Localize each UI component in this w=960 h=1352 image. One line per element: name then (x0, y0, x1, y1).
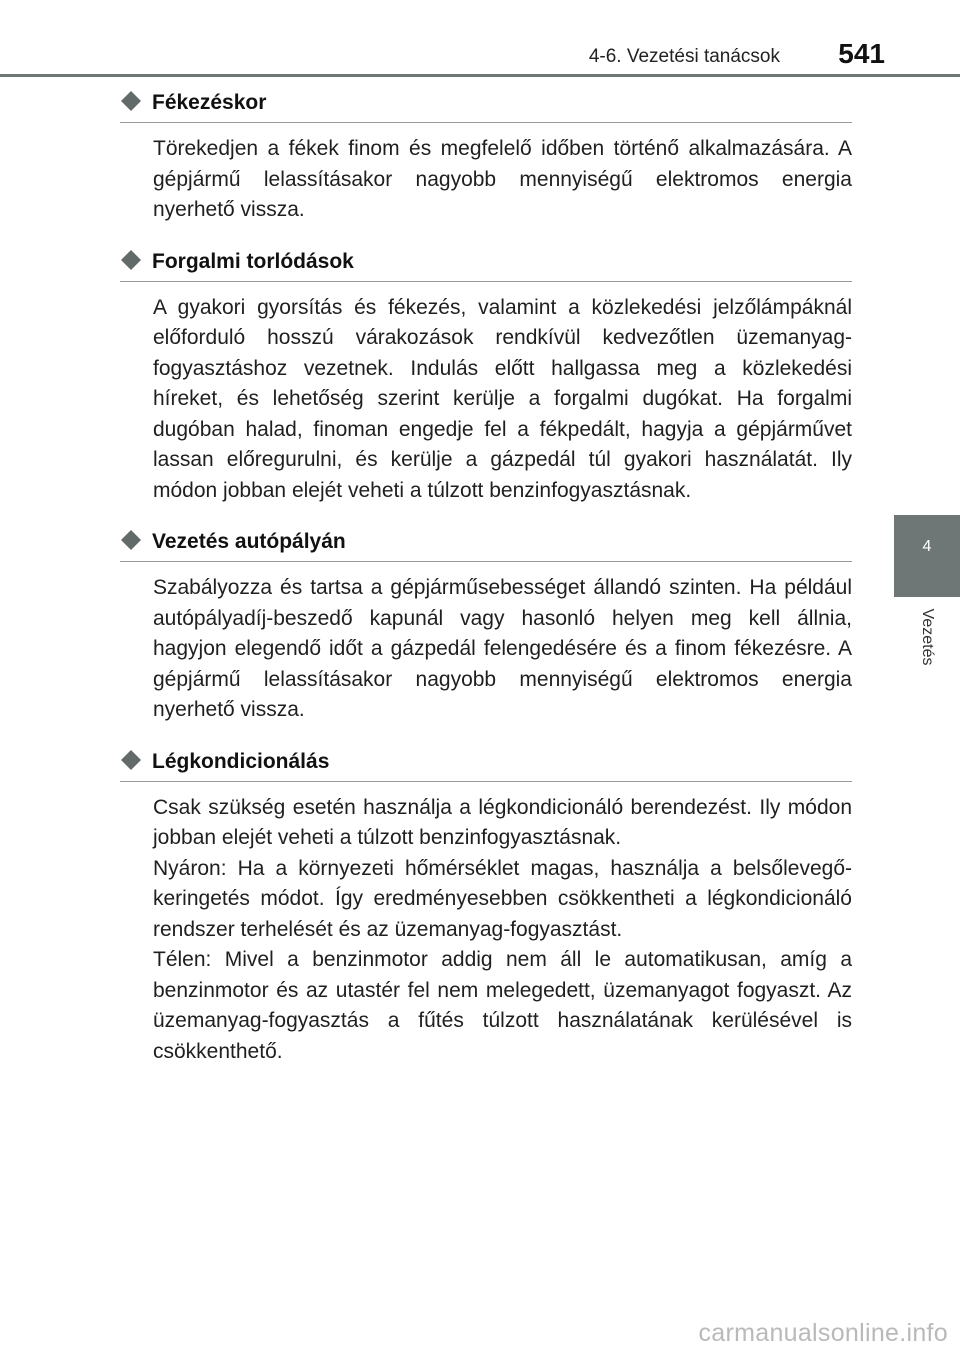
diamond-icon (120, 249, 142, 271)
section-heading-text: Légkondicionálás (152, 749, 330, 773)
watermark: carmanualsonline.info (698, 1319, 948, 1347)
chapter-label: Vezetés (919, 608, 936, 666)
section-paragraph: A gyakori gyorsítás és fékezés, valamint a közlekedési jelzőlámpáknál előforduló hosszú várakozások rendkívül kedvezőtlen üzemanyag-fogyasztáshoz vezetnek. Indulás előtt hallgassa meg a közlekedési híreket, és lehetőség szerint kerülje a forgalmi dugókat. Ha forgalmi dugóban halad, finoman engedje fel a fékpedált, hagyja a gépjárművet lassan előregurulni, és kerülje a gázpedál túl gyakori használatát. Ily módon jobban elejét veheti a túlzott benzinfogyasztásnak. (153, 295, 852, 502)
section-heading-text: Fékezéskor (152, 91, 267, 114)
header-section-title: 4-6. Vezetési tanácsok (588, 46, 780, 67)
section-paragraph: Nyáron: Ha a környezeti hőmérséklet magas, használja a belsőlevegő-keringetés módot. Így eredményesebben csökkentheti a légkondicionáló rendszer terhelését és az üzemanyag-fogyasztást. (153, 856, 852, 941)
diamond-icon (120, 529, 142, 551)
section-paragraph: Télen: Mivel a benzinmotor addig nem áll le automatikusan, amíg a benzinmotor és az utastér fel nem melegedett, üzemanyagot fogyaszt. Az üzemanyag-fogyasztás a fűtés túlzott használatának kerülésével is csökkenthető. (153, 948, 852, 1063)
section-heading (120, 88, 852, 123)
section-paragraph: Csak szükség esetén használja a légkondicionáló berendezést. Ily módon jobban elejét veheti a túlzott benzinfogyasztásnak. (153, 795, 852, 849)
page-number: 541 (838, 38, 885, 69)
chapter-label-wrap (894, 597, 960, 677)
header-rule (0, 74, 960, 77)
section-heading (120, 527, 852, 562)
section-vezetes-autopalyan (120, 527, 852, 726)
section-forgalmi-torlodasok (120, 247, 852, 507)
section-paragraph: Szabályozza és tartsa a gépjárműsebességet állandó szinten. Ha például autópályadíj-beszedő kapunál vagy hasonló helyen meg kell állnia, hagyjon elegendő időt a gázpedál felengedésére és a finom fékezésre. A gépjármű lelassításakor nagyobb mennyiségű elektromos energia nyerhető vissza. (153, 576, 852, 721)
chapter-number: 4 (922, 538, 932, 555)
section-heading-text: Forgalmi torlódások (152, 249, 354, 273)
chapter-tab (894, 515, 960, 597)
section-paragraph: Törekedjen a fékek finom és megfelelő időben történő alkalmazására. A gépjármű lelassításakor nagyobb mennyiségű elektromos energia nyerhető vissza. (153, 137, 852, 221)
main-content (120, 88, 852, 1088)
section-legkondicionalas (120, 747, 852, 1068)
section-heading (120, 747, 852, 782)
diamond-icon (120, 749, 142, 771)
section-heading-text: Vezetés autópályán (152, 530, 346, 553)
diamond-icon (120, 90, 142, 112)
section-heading (120, 247, 852, 282)
section-fekezeskor (120, 88, 852, 226)
